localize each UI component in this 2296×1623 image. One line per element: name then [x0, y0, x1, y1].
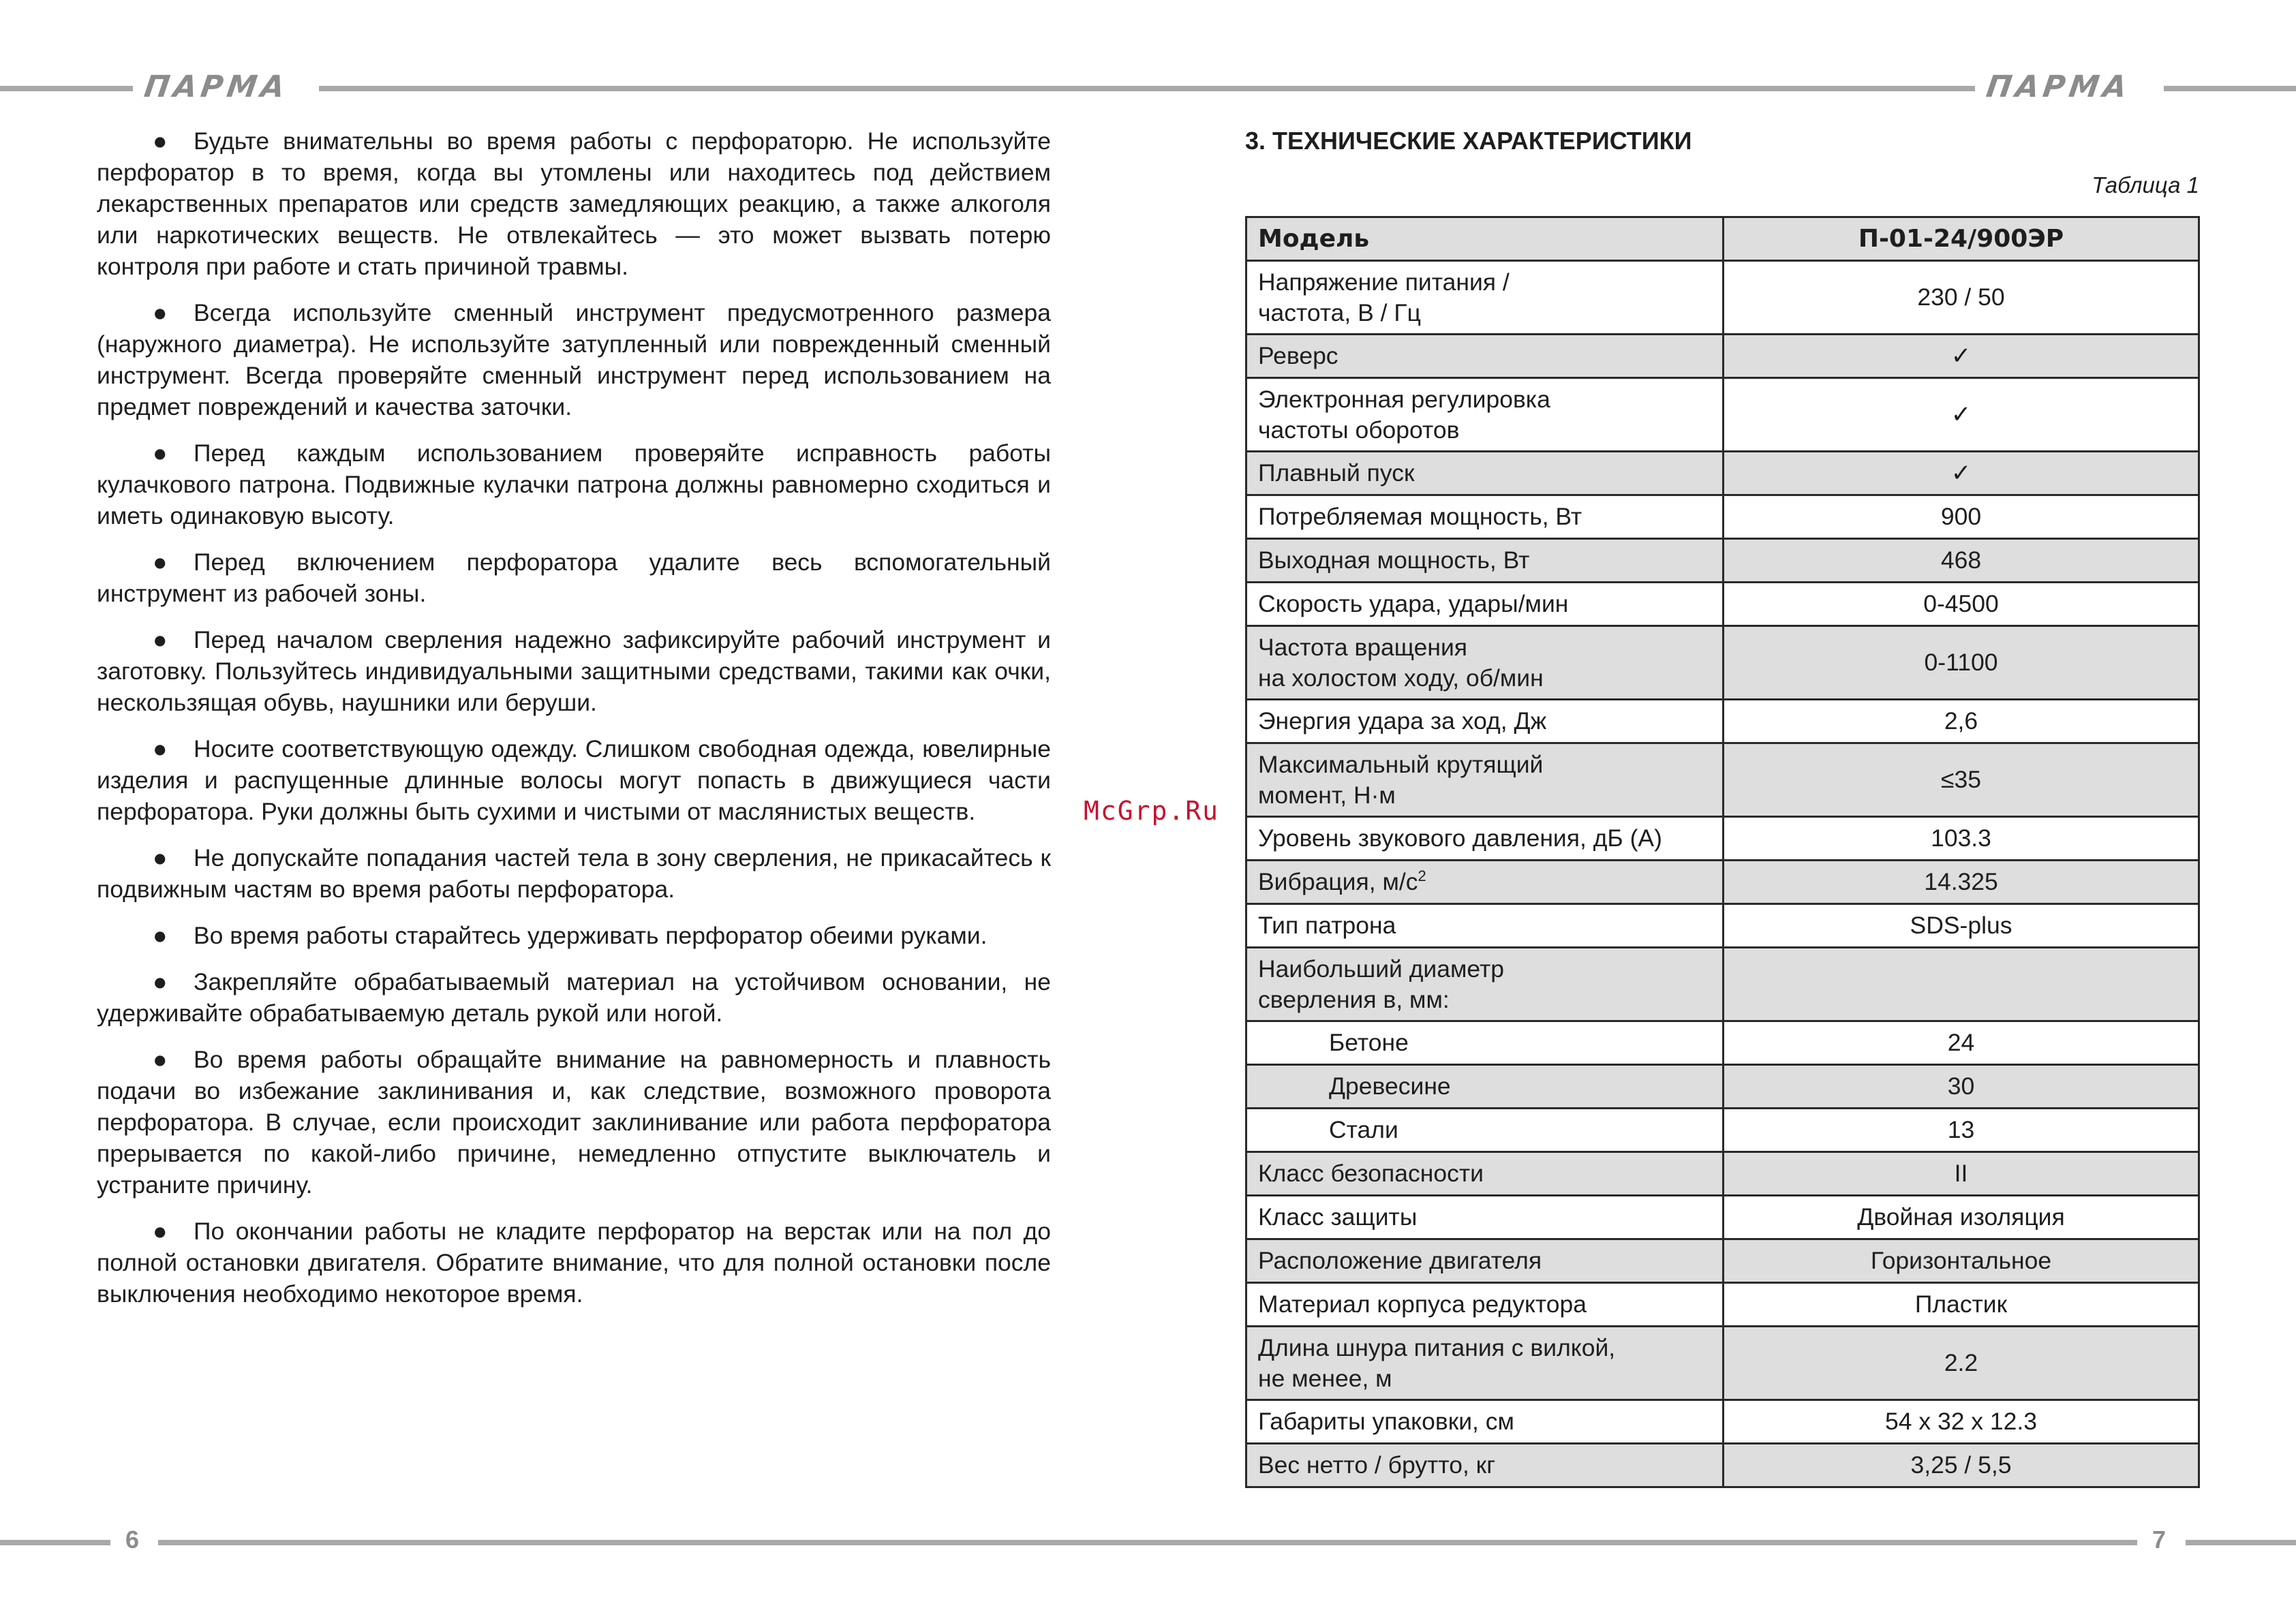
- specifications-table: [1245, 216, 2200, 1488]
- param-cell: Габариты упаковки, см: [1246, 1400, 1724, 1444]
- param-cell: Электронная регулировка частоты оборотов: [1246, 378, 1724, 452]
- table-row: [1246, 1109, 2199, 1152]
- footer-rule-center: [158, 1540, 2137, 1545]
- param-cell: Тип патрона: [1246, 904, 1724, 948]
- param-cell: Расположение двигателя: [1246, 1239, 1724, 1283]
- table-row: [1246, 583, 2199, 626]
- param-cell: Выходная мощность, Вт: [1246, 539, 1724, 583]
- value-cell: 103.3: [1724, 817, 2199, 861]
- instruction-paragraph: ● Во время работы обращайте внимание на равномерность и плавность подачи во избежание заклинивания и, как следствие, возможного проворота перфоратора. В случае, если происходит заклинивание или работа перфоратора прерывается по какой-либо причине, немедленно отпустите выключатель и устраните причину.: [97, 1044, 1051, 1201]
- value-cell: 14.325: [1724, 861, 2199, 904]
- value-cell: [1724, 948, 2199, 1021]
- table-row: [1246, 1400, 2199, 1444]
- checkmark-icon: ✓: [1724, 378, 2199, 452]
- page-number-right: 7: [2152, 1526, 2167, 1554]
- table-row: [1246, 1283, 2199, 1327]
- section-title: 3. ТЕХНИЧЕСКИЕ ХАРАКТЕРИСТИКИ: [1245, 127, 1692, 155]
- header-value-cell: П-01-24/900ЭР: [1724, 217, 2199, 261]
- header-rule-center: [319, 86, 1975, 91]
- table-row: [1246, 817, 2199, 861]
- checkmark-icon: ✓: [1724, 335, 2199, 378]
- param-cell: Скорость удара, удары/мин: [1246, 583, 1724, 626]
- param-cell: Вибрация, $м/с^2$: [1246, 861, 1724, 904]
- value-cell: 30: [1724, 1065, 2199, 1109]
- bullet-icon: ●: [153, 968, 168, 995]
- param-cell: Вес нетто / брутто, кг: [1246, 1444, 1724, 1487]
- bullet-icon: ●: [153, 127, 168, 155]
- value-cell: ≤35: [1724, 743, 2199, 817]
- footer-rule-right: [2186, 1540, 2296, 1545]
- table-row: [1246, 1021, 2199, 1065]
- param-cell: Наибольший диаметр сверления в, мм:: [1246, 948, 1724, 1021]
- value-cell: 2.2: [1724, 1327, 2199, 1400]
- value-cell: 2,6: [1724, 700, 2199, 743]
- value-cell: 0-1100: [1724, 626, 2199, 700]
- instruction-paragraph: ● Перед включением перфоратора удалите весь вспомогательный инструмент из рабочей зоны.: [97, 546, 1051, 609]
- value-cell: 900: [1724, 495, 2199, 539]
- value-cell: II: [1724, 1152, 2199, 1196]
- bullet-icon: ●: [153, 1046, 168, 1073]
- value-cell: 3,25 / 5,5: [1724, 1444, 2199, 1487]
- table-row: [1246, 743, 2199, 817]
- table-header-row: [1246, 217, 2199, 261]
- param-cell: Уровень звукового давления, дБ (А): [1246, 817, 1724, 861]
- brand-logo-left: ПАРМА: [142, 69, 291, 104]
- param-cell: Реверс: [1246, 335, 1724, 378]
- param-cell: Длина шнура питания с вилкой, не менее, м: [1246, 1327, 1724, 1400]
- instruction-paragraph: ● По окончании работы не кладите перфоратор на верстак или на пол до полной остановки двигателя. Обратите внимание, что для полной остановки после выключения необходимо некоторое время.: [97, 1216, 1051, 1310]
- brand-logo-right: ПАРМА: [1984, 69, 2133, 104]
- param-cell: Плавный пуск: [1246, 452, 1724, 495]
- param-cell: Потребляемая мощность, Вт: [1246, 495, 1724, 539]
- table-row: [1246, 626, 2199, 700]
- param-cell: Древесине: [1246, 1065, 1724, 1109]
- instruction-paragraph: ● Перед началом сверления надежно зафиксируйте рабочий инструмент и заготовку. Пользуйтесь индивидуальными защитными средствами, такими как очки, нескользящая обувь, наушники или беруши.: [97, 624, 1051, 718]
- table-row: [1246, 261, 2199, 335]
- table-row: [1246, 495, 2199, 539]
- checkmark-icon: ✓: [1724, 452, 2199, 495]
- param-cell: Напряжение питания / частота, В / Гц: [1246, 261, 1724, 335]
- table-row: [1246, 1327, 2199, 1400]
- table-row: [1246, 378, 2199, 452]
- table-row: [1246, 539, 2199, 583]
- value-cell: 54 х 32 х 12.3: [1724, 1400, 2199, 1444]
- table-row: [1246, 861, 2199, 904]
- instruction-paragraph: ● Закрепляйте обрабатываемый материал на устойчивом основании, не удерживайте обрабатываемую деталь рукой или ногой.: [97, 966, 1051, 1029]
- bullet-icon: ●: [153, 922, 168, 949]
- safety-instructions: [97, 125, 1051, 1325]
- bullet-icon: ●: [153, 1218, 168, 1245]
- bullet-icon: ●: [153, 626, 168, 653]
- table-row: [1246, 452, 2199, 495]
- param-cell: Класс безопасности: [1246, 1152, 1724, 1196]
- bullet-icon: ●: [153, 299, 168, 326]
- param-cell: Стали: [1246, 1109, 1724, 1152]
- bullet-icon: ●: [153, 548, 168, 576]
- table-row: [1246, 335, 2199, 378]
- table-row: [1246, 1239, 2199, 1283]
- table-row: [1246, 1065, 2199, 1109]
- table-row: [1246, 1152, 2199, 1196]
- param-cell: Максимальный крутящий момент, Н·м: [1246, 743, 1724, 817]
- bullet-icon: ●: [153, 844, 168, 871]
- value-cell: Двойная изоляция: [1724, 1196, 2199, 1239]
- param-cell: Материал корпуса редуктора: [1246, 1283, 1724, 1327]
- value-cell: 468: [1724, 539, 2199, 583]
- value-cell: 230 / 50: [1724, 261, 2199, 335]
- param-cell: Класс защиты: [1246, 1196, 1724, 1239]
- bullet-icon: ●: [153, 439, 168, 467]
- table-row: [1246, 1444, 2199, 1487]
- value-cell: 0-4500: [1724, 583, 2199, 626]
- watermark-text: McGrp.Ru: [1084, 796, 1220, 826]
- instruction-paragraph: ● Не допускайте попадания частей тела в зону сверления, не прикасайтесь к подвижным частям во время работы перфоратора.: [97, 842, 1051, 905]
- table-caption: Таблица 1: [2092, 172, 2199, 198]
- table-row: [1246, 700, 2199, 743]
- param-cell: Бетоне: [1246, 1021, 1724, 1065]
- value-cell: 13: [1724, 1109, 2199, 1152]
- param-cell: Частота вращения на холостом ходу, об/мин: [1246, 626, 1724, 700]
- instruction-paragraph: ● Перед каждым использованием проверяйте исправность работы кулачкового патрона. Подвижные кулачки патрона должны равномерно сходиться и иметь одинаковую высоту.: [97, 437, 1051, 531]
- table-row: [1246, 904, 2199, 948]
- instruction-paragraph: ● Всегда используйте сменный инструмент предусмотренного размера (наружного диаметра). Не используйте затупленный или поврежденный сменный инструмент. Всегда проверяйте сменный инструмент перед использованием на предмет повреждений и качества заточки.: [97, 297, 1051, 422]
- instruction-paragraph: ● Будьте внимательны во время работы с перфораторю. Не используйте перфоратор в то время, когда вы утомлены или находитесь под действием лекарственных препаратов или средств замедляющих реакцию, а также алкоголя или наркотических веществ. Не отвлекайтесь — это может вызвать потерю контроля при работе и стать причиной травмы.: [97, 125, 1051, 282]
- header-param-cell: Модель: [1246, 217, 1724, 261]
- header-rule-right: [2164, 86, 2296, 91]
- table-row: [1246, 948, 2199, 1021]
- bullet-icon: ●: [153, 735, 168, 762]
- param-cell: Энергия удара за ход, Дж: [1246, 700, 1724, 743]
- value-cell: 24: [1724, 1021, 2199, 1065]
- value-cell: Горизонтальное: [1724, 1239, 2199, 1283]
- table-row: [1246, 1196, 2199, 1239]
- instruction-paragraph: ● Во время работы старайтесь удерживать перфоратор обеими руками.: [97, 920, 1051, 951]
- footer-rule-left: [0, 1540, 110, 1545]
- value-cell: Пластик: [1724, 1283, 2199, 1327]
- header-rule-left: [0, 86, 133, 91]
- page-number-left: 6: [125, 1526, 140, 1554]
- instruction-paragraph: ● Носите соответствующую одежду. Слишком свободная одежда, ювелирные изделия и распущенные длинные волосы могут попасть в движущиеся части перфоратора. Руки должны быть сухими и чистыми от маслянистых веществ.: [97, 733, 1051, 827]
- value-cell: SDS-plus: [1724, 904, 2199, 948]
